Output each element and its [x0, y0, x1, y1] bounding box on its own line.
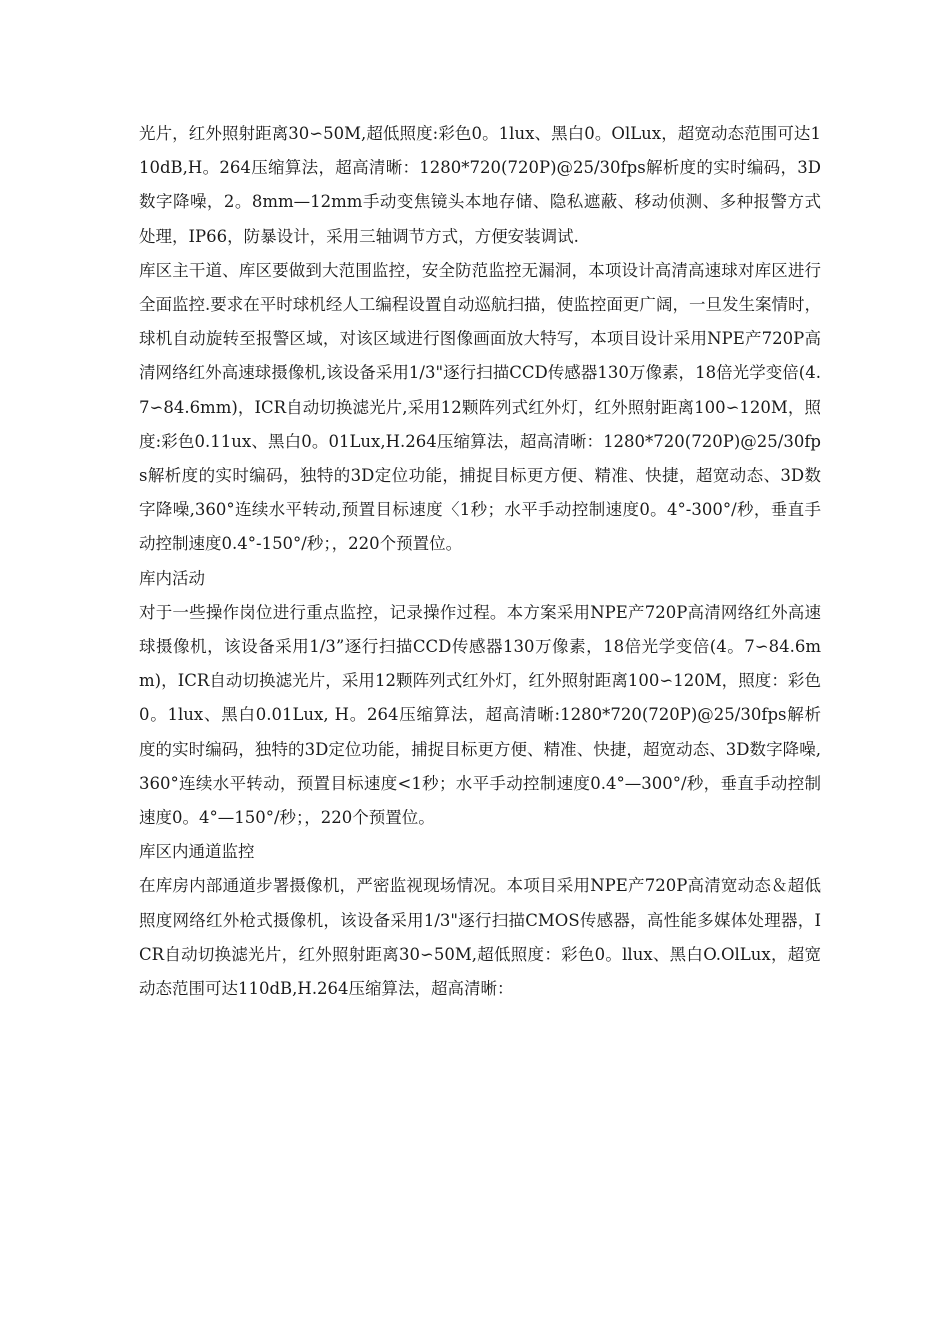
paragraph-aisle-monitoring: 在库房内部通道步署摄像机，严密监视现场情况。本项目采用NPE产720P高清宽动态＆超低照度网络红外枪式摄像机，该设备采用1/3"逐行扫描CMOS传感器，高性能多媒体处理器，ICR自动切换滤光片，红外照射距离30∽50M,超低照度：彩色0。llux、黑白O.OlLux，超宽动态范围可达110dB,H.264压缩算法，超高清晰： [139, 876, 821, 999]
paragraph-bullet-camera-spec: 光片，红外照射距离30∽50M,超低照度:彩色0。1lux、黑白0。OlLux，超宽动态范围可达110dB,H。264压缩算法，超高清晰：1280*720(720P)@25/30fps解析度的实时编码，3D数字降噪，2。8mm—12mm手动变焦镜头本地存储、隐私遮蔽、移动侦测、多种报警方式处理，IP66，防暴设计，采用三轴调节方式，方便安装调试. [139, 124, 821, 246]
heading-warehouse-activity: 库内活动 [139, 568, 205, 588]
heading-aisle-monitoring: 库区内通道监控 [139, 842, 255, 862]
paragraph-main-road-monitoring: 库区主干道、库区要做到大范围监控，安全防范监控无漏洞，本项设计高清高速球对库区进行全面监控.要求在平时球机经人工编程设置自动巡航扫描，使监控面更广阔，一旦发生案情时，球机自动旋转至报警区域，对该区域进行图像画面放大特写，本项目设计采用NPE产720P高清网络红外高速球摄像机,该设备采用1/3"逐行扫描CCD传感器130万像素，18倍光学变倍(4.7∽84.6mm)，ICR自动切换滤光片,采用12颗阵列式红外灯，红外照射距离100∽120M，照度:彩色0.11ux、黑白0。01Lux,H.264压缩算法，超高清晰：1280*720(720P)@25/30fps解析度的实时编码，独特的3D定位功能，捕捉目标更方便、精准、快捷，超宽动态、3D数字降噪,360°连续水平转动,预置目标速度〈1秒；水平手动控制速度0。4°-300°/秒，垂直手动控制速度0.4°-150°/秒；，220个预置位。 [139, 260, 821, 554]
paragraph-warehouse-activity: 对于一些操作岗位进行重点监控，记录操作过程。本方案采用NPE产720P高清网络红外高速球摄像机，该设备采用1/3”逐行扫描CCD传感器130万像素，18倍光学变倍(4。7∽84.6mm)，ICR自动切换滤光片，采用12颗阵列式红外灯，红外照射距离100∽120M，照度：彩色0。1lux、黑白0.01Lux, H。264压缩算法，超高清晰:1280*720(720P)@25/30fps解析度的实时编码，独特的3D定位功能，捕捉目标更方便、精准、快捷，超宽动态、3D数字降噪,360°连续水平转动，预置目标速度<1秒；水平手动控制速度0.4°—300°/秒，垂直手动控制速度0。4°—150°/秒；，220个预置位。 [139, 602, 821, 828]
document-body [139, 117, 821, 1006]
